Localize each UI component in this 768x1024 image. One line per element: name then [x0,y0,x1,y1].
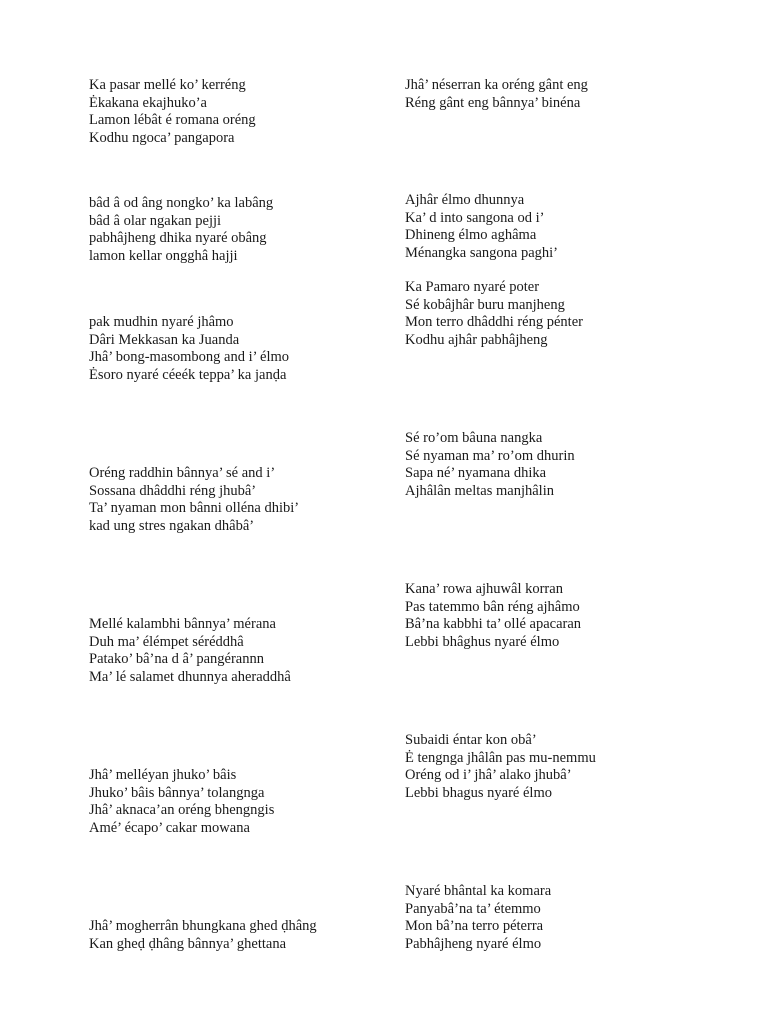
poem-line: Ajhâlân meltas manjhâlin [405,482,554,499]
stanza [405,883,725,953]
stanza [405,279,725,349]
poem-line: Kodhu ngoca’ pangapora [89,129,235,146]
stanza [89,767,409,837]
poem-line: Jhâ’ néserran ka oréng gânt eng [405,77,588,93]
poem-line: lamon kellar ongghâ hajji [89,247,238,264]
poem-line: Pas tatemmo bân réng ajhâmo [405,598,580,615]
poem-line: Amé’ écapo’ cakar mowana [89,819,250,836]
poem-line: Kan gheḍ ḍhâng bânnya’ ghettana [89,935,287,952]
poem-line: Bâ’na kabbhi ta’ ollé apacaran [405,616,582,633]
poem-line: Mon terro dhâddhi réng pénter [405,314,583,331]
poem-line: Sapa né’ nyamana dhika [405,465,547,482]
stanza [405,192,725,262]
poem-line: Ka pasar mellé ko’ kerréng [89,77,246,93]
poem-line: Dâri Mekkasan ka Juanda [89,331,240,348]
poem-line: Mellé kalambhi bânnya’ mérana [89,616,276,632]
poem-line: Sé nyaman ma’ ro’om dhurin [405,447,575,464]
poem-line: kad ung stres ngakan dhâbâ’ [89,517,255,534]
poem-line: Panyabâ’na ta’ étemmo [405,900,541,917]
poem-line: Sossana dhâddhi réng jhubâ’ [89,482,257,499]
poem-line: Jhâ’ bong-masombong and i’ élmo [89,349,290,366]
stanza [89,616,409,686]
stanza [405,430,725,500]
poem-line: Jhâ’ aknaca’an oréng bhengngis [89,802,275,819]
poem-line: Jhâ’ melléyan jhuko’ bâis [89,767,237,783]
poem-line: Ménangka sangona paghi’ [405,244,559,261]
poem-line: Réng gânt eng bânnya’ binéna [405,94,581,111]
poem-line: Nyaré bhântal ka komara [405,883,552,899]
poem-line: Dhineng élmo aghâma [405,227,537,244]
stanza [89,465,409,535]
poem-line: Kodhu ajhâr pabhâjheng [405,331,548,348]
poem-line: Ma’ lé salamet dhunnya aheraddhâ [89,668,291,685]
poem-line: Ėkakana ekajhuko’a [89,94,207,111]
stanza [89,195,409,265]
poem-line: Duh ma’ élémpet séréddhâ [89,633,244,650]
stanza [89,918,409,953]
poem-line: Oréng od i’ jhâ’ alako jhubâ’ [405,767,572,784]
poem-line: pabhâjheng dhika nyaré obâng [89,230,267,247]
stanza [405,732,725,802]
poem-line: Ka’ d into sangona od i’ [405,209,545,226]
poem-line: Ka Pamaro nyaré poter [405,279,540,295]
poem-line: Ė tengnga jhâlân pas mu-nemmu [405,749,596,766]
poem-line: Lebbi bhagus nyaré élmo [405,784,552,801]
poem-line: Sé ro’om bâuna nangka [405,430,543,446]
poem-line: Oréng raddhin bânnya’ sé and i’ [89,465,276,481]
poem-line: Ajhâr élmo dhunnya [405,192,525,208]
poem-line: Ėsoro nyaré céeék teppa’ ka janḍa [89,366,287,383]
stanza [89,77,409,147]
poem-line: bâd â od âng nongko’ ka labâng [89,195,274,211]
poem-line: Lebbi bhâghus nyaré élmo [405,633,560,650]
poem-line: Subaidi éntar kon obâ’ [405,732,537,748]
poem-line: Sé kobâjhâr buru manjheng [405,296,565,313]
poem-line: Ta’ nyaman mon bânni olléna dhibi’ [89,500,300,517]
poem-line: bâd â olar ngakan pejji [89,212,222,229]
poem-line: Jhâ’ mogherrân bhungkana ghed ḍhâng [89,918,317,934]
poem-line: pak mudhin nyaré jhâmo [89,314,234,330]
stanza [405,581,725,651]
poem-line: Patako’ bâ’na d â’ pangérannn [89,651,264,668]
poem-line: Pabhâjheng nyaré élmo [405,935,542,952]
poem-line: Kana’ rowa ajhuwâl korran [405,581,563,597]
stanza [405,77,725,112]
stanza [89,314,409,384]
poem-line: Jhuko’ bâis bânnya’ tolangnga [89,784,265,801]
poem-line: Lamon lébât é romana oréng [89,112,256,129]
poem-line: Mon bâ’na terro péterra [405,918,544,935]
